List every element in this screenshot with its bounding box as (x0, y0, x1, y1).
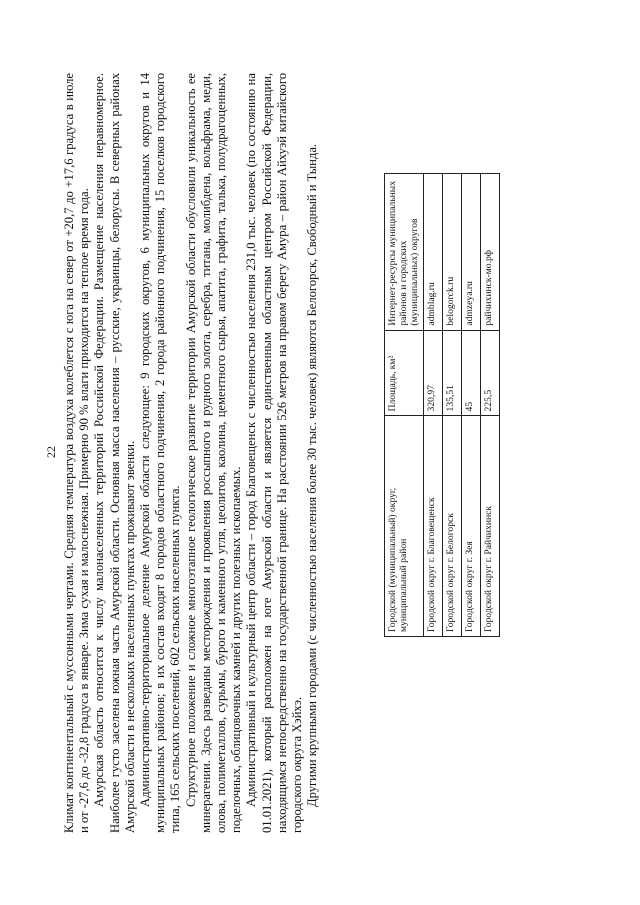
table-row (424, 174, 443, 637)
table-header-row (385, 174, 424, 637)
cell-website: райчихинск-мо.рф (481, 174, 500, 331)
body-text (62, 73, 320, 833)
paragraph-minerals: Структурное положение и сложное многоэтапное геологическое развитие территории Амурской области обусловили уникальность ее минерагении. Здесь разведаны месторождения и проявления россыпного и рудного золота, серебра, титана, молибдена, вольфрама, меди, олова, полиметаллов, сурьмы, бурого и каменного угля, цеолитов, каолина, цементного сырья, апатита, графита, талька, полудрагоценных, поделочных, облицовочных камней и других полезных ископаемых. (183, 73, 244, 833)
municipalities-table (384, 173, 500, 637)
rotated-page-content (40, 47, 600, 857)
cell-website: admblag.ru (424, 174, 443, 331)
table-row (443, 174, 462, 637)
cell-municipality: Городской округ г. Зея (462, 416, 481, 637)
cell-website: belogorck.ru (443, 174, 462, 331)
paragraph-other-cities: Другими крупными городами (с численностью населения более 30 тыс. человек) являются Белогорск, Свободный и Тында. (305, 143, 320, 807)
paragraph-admin-division: Административно-территориальное деление Амурской области следующее: 9 городских округов, 6 муниципальных округов и 14 муниципальных районов; в их состав входят 8 городов областного подчинения, 2 города районного подчинения, 15 поселков городского типа, 165 сельских поселений, 602 сельских населенных пункта. (138, 73, 183, 833)
paragraph-climate: Климат континентальный с муссонными чертами. Средняя температура воздуха колеблется с юга на север от +20,7 до +17,6 градуса в июле и от -27,6 до -32,8 градуса в январе. Зима сухая и малоснежная. Примерно 90 % влаги приходится на теплое время года. (62, 73, 92, 833)
header-municipality: Городской (муниципальный) округ, муниципальный район (385, 416, 424, 637)
cell-area: 225,5 (481, 330, 500, 416)
cell-municipality: Городской округ г. Райчихинск (481, 416, 500, 637)
table-row (481, 174, 500, 637)
paragraph-population: Амурская область относится к числу малонаселенных территорий Российской Федерации. Размещение населения неравномерное. Наиболее густо заселена южная часть Амурской области. Основная масса населения – русские, украинцы, белорусы. В северных районах Амурской области в нескольких населенных пунктах проживают эвенки. (92, 73, 137, 833)
header-area: Площадь, км² (385, 330, 424, 416)
paragraph-capital: Административный и культурный центр области – город Благовещенск с численностью населения 231,0 тыс. человек (по состоянию на 01.01.2021), который расположен на юге Амурской области и является единственным областным центром Российской Федерации, находящимся непосредственно на государственной границе. На расстоянии 526 метров на правом берегу Амура – район Айхуэй китайского городского округа Хэйхэ. (244, 73, 305, 833)
cell-area: 45 (462, 330, 481, 416)
cell-municipality: Городской округ г. Белогорск (443, 416, 462, 637)
header-internet-resources: Интернет-ресурсы муниципальных районов и городских (муниципальных) округов (385, 174, 424, 331)
table-row (462, 174, 481, 637)
cell-area: 135,51 (443, 330, 462, 416)
cell-area: 320,97 (424, 330, 443, 416)
page-number: 22 (44, 446, 58, 458)
cell-municipality: Городской округ г. Благовещенск (424, 416, 443, 637)
cell-website: admzeya.ru (462, 174, 481, 331)
